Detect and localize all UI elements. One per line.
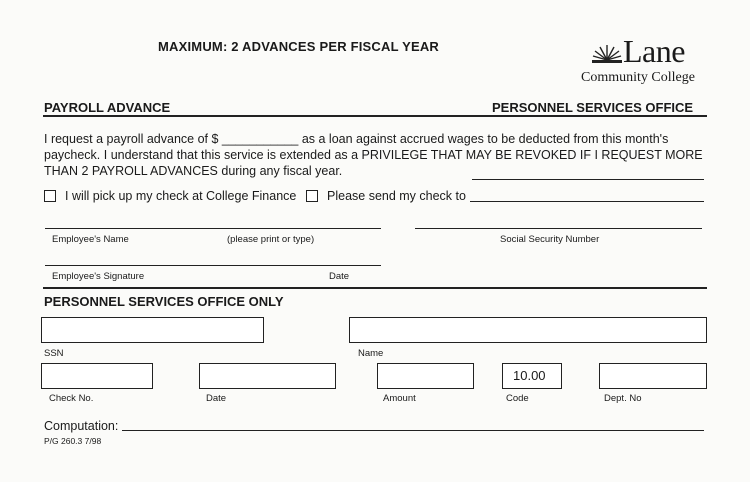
code-box[interactable]: 10.00 <box>502 363 562 389</box>
office-ssn-box[interactable] <box>41 317 264 343</box>
office-name-box[interactable] <box>349 317 707 343</box>
office-name-label: Name <box>358 348 384 359</box>
form-number: P/G 260.3 7/98 <box>44 436 102 446</box>
lane-logo-icon <box>592 42 622 64</box>
signature-label: Employee's Signature <box>52 271 145 282</box>
logo-name: Lane <box>623 33 685 69</box>
check-no-label: Check No. <box>49 393 94 404</box>
office-date-box[interactable] <box>199 363 336 389</box>
employee-name-line[interactable] <box>45 228 381 229</box>
office-title: PERSONNEL SERVICES OFFICE <box>492 100 694 115</box>
section-divider <box>43 115 707 117</box>
office-date-label: Date <box>206 393 227 404</box>
dept-no-box[interactable] <box>599 363 707 389</box>
request-line-2: paycheck. I understand that this service is extended as a PRIVILEGE THAT MAY BE REVOKED IF I REQUEST MORE <box>44 148 703 162</box>
code-label: Code <box>506 393 529 404</box>
computation-label: Computation: <box>44 419 119 433</box>
send-checkbox[interactable] <box>306 190 318 202</box>
address-line-1[interactable] <box>472 179 704 180</box>
computation-line[interactable] <box>122 430 704 431</box>
request-line-1: I request a payroll advance of $ ___________ as a loan against accrued wages to be deducted from this month's <box>44 132 669 146</box>
request-line-3: THAN 2 PAYROLL ADVANCES during any fiscal year. <box>44 164 343 178</box>
pickup-label: I will pick up my check at College Finance <box>65 189 297 203</box>
print-note: (please print or type) <box>227 234 315 245</box>
check-no-box[interactable] <box>41 363 153 389</box>
office-ssn-label: SSN <box>44 348 64 359</box>
send-label: Please send my check to <box>327 189 466 203</box>
employee-name-label: Employee's Name <box>52 234 129 245</box>
form-title: PAYROLL ADVANCE <box>44 100 171 115</box>
max-advances-notice: MAXIMUM: 2 ADVANCES PER FISCAL YEAR <box>158 39 439 54</box>
signature-line[interactable] <box>45 265 381 266</box>
dept-no-label: Dept. No <box>604 393 642 404</box>
office-only-heading: PERSONNEL SERVICES OFFICE ONLY <box>44 294 284 309</box>
ssn-line[interactable] <box>415 228 702 229</box>
date-label: Date <box>329 271 350 282</box>
address-line-2[interactable] <box>470 201 704 202</box>
amount-box[interactable] <box>377 363 474 389</box>
ssn-label: Social Security Number <box>500 234 600 245</box>
office-divider <box>43 287 707 289</box>
logo-subtitle: Community College <box>581 70 695 85</box>
amount-label: Amount <box>383 393 416 404</box>
pickup-checkbox[interactable] <box>44 190 56 202</box>
